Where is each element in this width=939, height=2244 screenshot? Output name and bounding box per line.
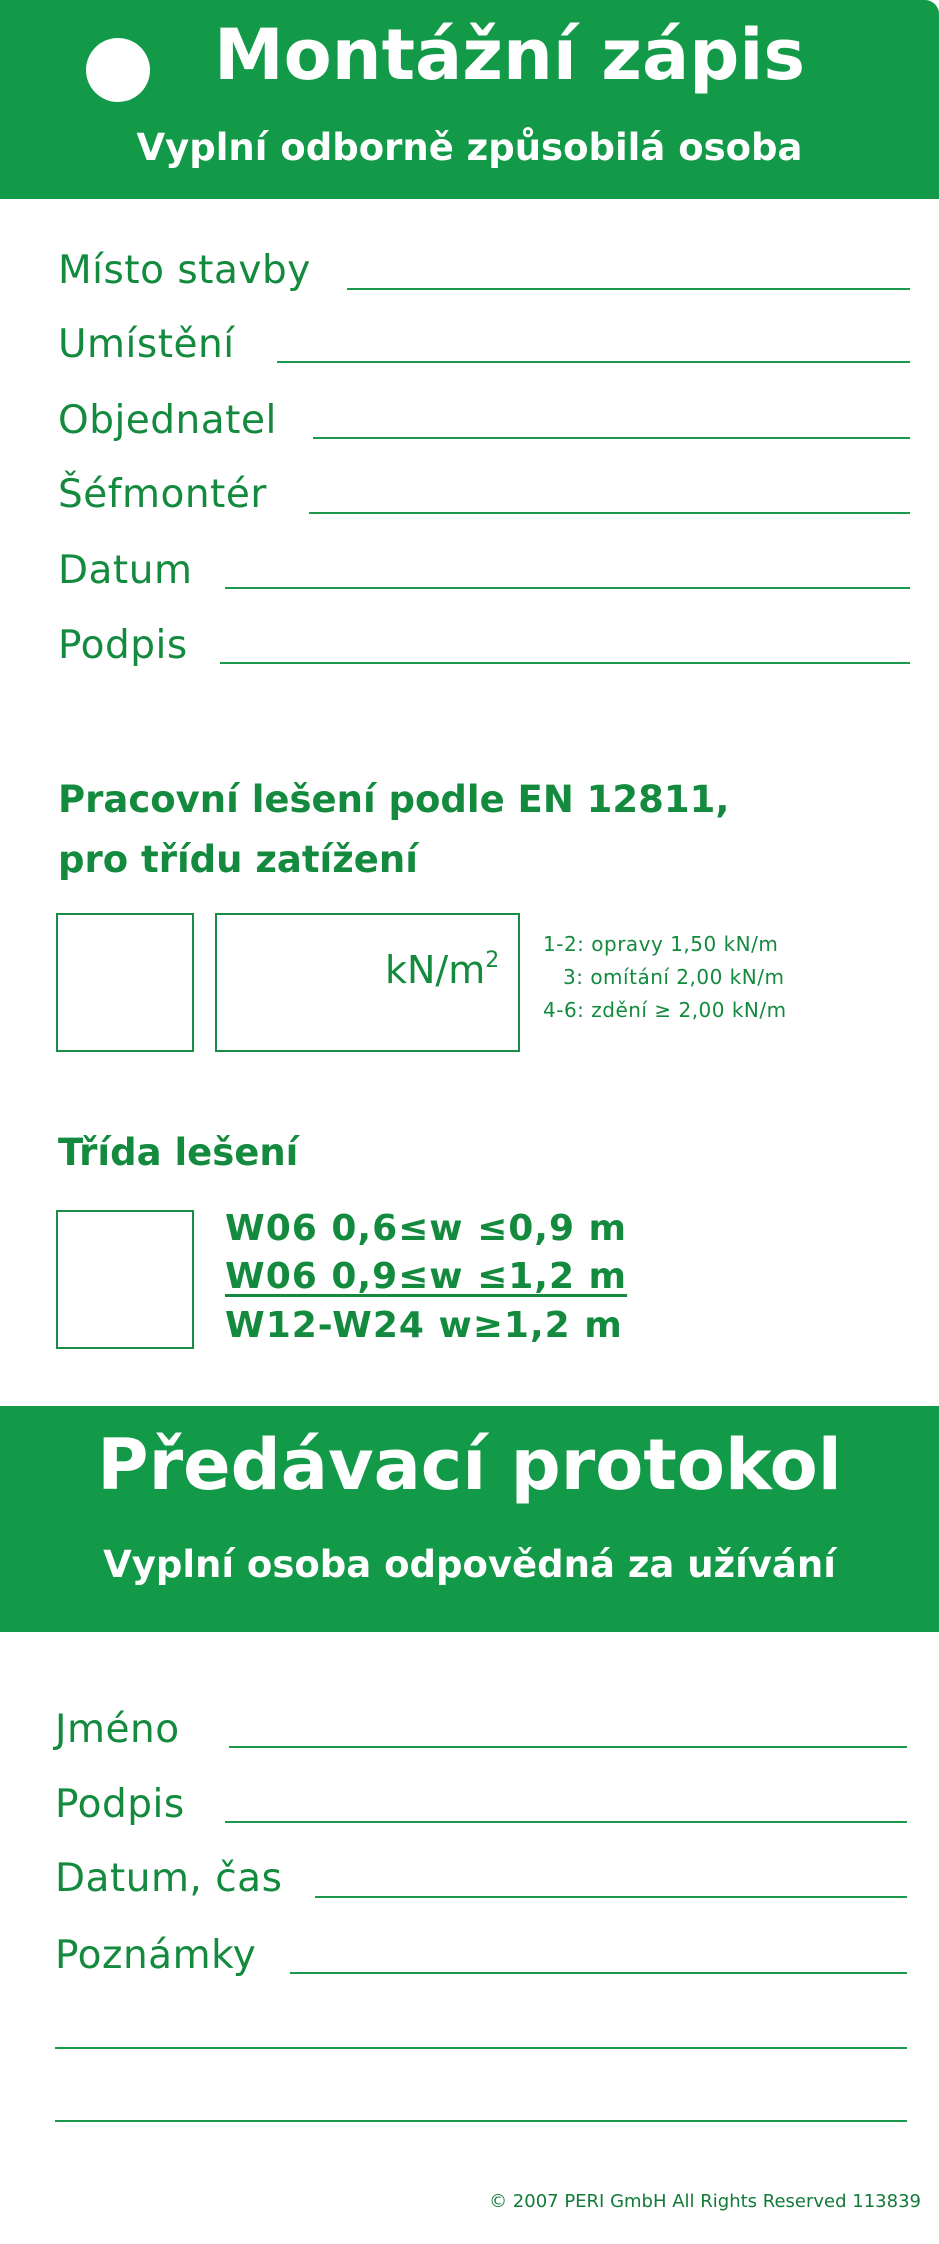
field-label-location: Umístění	[58, 322, 235, 367]
field-line-name[interactable]	[229, 1746, 907, 1748]
field-line-handover-signature[interactable]	[225, 1821, 907, 1823]
field-line-site[interactable]	[347, 288, 910, 290]
scaffold-class-heading: Třída lešení	[58, 1131, 299, 1174]
field-line-date-time[interactable]	[315, 1896, 907, 1898]
load-class-heading-1: Pracovní lešení podle EN 12811,	[58, 778, 730, 821]
field-label-date-time: Datum, čas	[55, 1856, 283, 1901]
field-line-date[interactable]	[225, 587, 910, 589]
scaffold-class-box[interactable]	[56, 1210, 194, 1349]
field-label-notes: Poznámky	[55, 1933, 257, 1978]
field-label-chief-fitter: Šéfmontér	[58, 472, 267, 517]
field-label-name: Jméno	[55, 1707, 180, 1752]
notes-line-3[interactable]	[55, 2120, 907, 2122]
notes-line-2[interactable]	[55, 2047, 907, 2049]
load-note-2: 3: omítání 2,00 kN/m	[563, 965, 785, 989]
scaffold-class-option-1: W06 0,6≤w ≤0,9 m	[225, 1208, 628, 1249]
load-class-box[interactable]	[56, 913, 194, 1052]
load-note-1: 1-2: opravy 1,50 kN/m	[543, 932, 779, 956]
field-label-signature: Podpis	[58, 623, 188, 668]
field-label-handover-signature: Podpis	[55, 1782, 185, 1827]
copyright-footer: © 2007 PERI GmbH All Rights Reserved 113839	[489, 2191, 921, 2212]
field-line-location[interactable]	[277, 361, 910, 363]
field-label-date: Datum	[58, 548, 193, 593]
field-line-client[interactable]	[313, 437, 910, 439]
assembly-subtitle: Vyplní odborně způsobilá osoba	[136, 126, 803, 169]
assembly-title: Montážní zápis	[214, 14, 805, 96]
field-label-site: Místo stavby	[58, 248, 311, 293]
scaffold-class-option-2: W06 0,9≤w ≤1,2 m	[225, 1256, 628, 1297]
field-label-client: Objednatel	[58, 398, 277, 443]
handover-subtitle: Vyplní osoba odpovědná za užívání	[103, 1543, 836, 1586]
load-note-3: 4-6: zdění ≥ 2,00 kN/m	[543, 998, 787, 1022]
load-unit: $kN/m^2$	[385, 948, 500, 992]
field-line-chief-fitter[interactable]	[309, 512, 910, 514]
field-line-signature[interactable]	[220, 662, 910, 664]
field-line-notes[interactable]	[290, 1972, 907, 1974]
scaffold-class-option-3: W12-W24 w≥1,2 m	[225, 1305, 623, 1346]
load-class-heading-2: pro třídu zatížení	[58, 838, 418, 881]
handover-title: Předávací protokol	[97, 1424, 842, 1506]
